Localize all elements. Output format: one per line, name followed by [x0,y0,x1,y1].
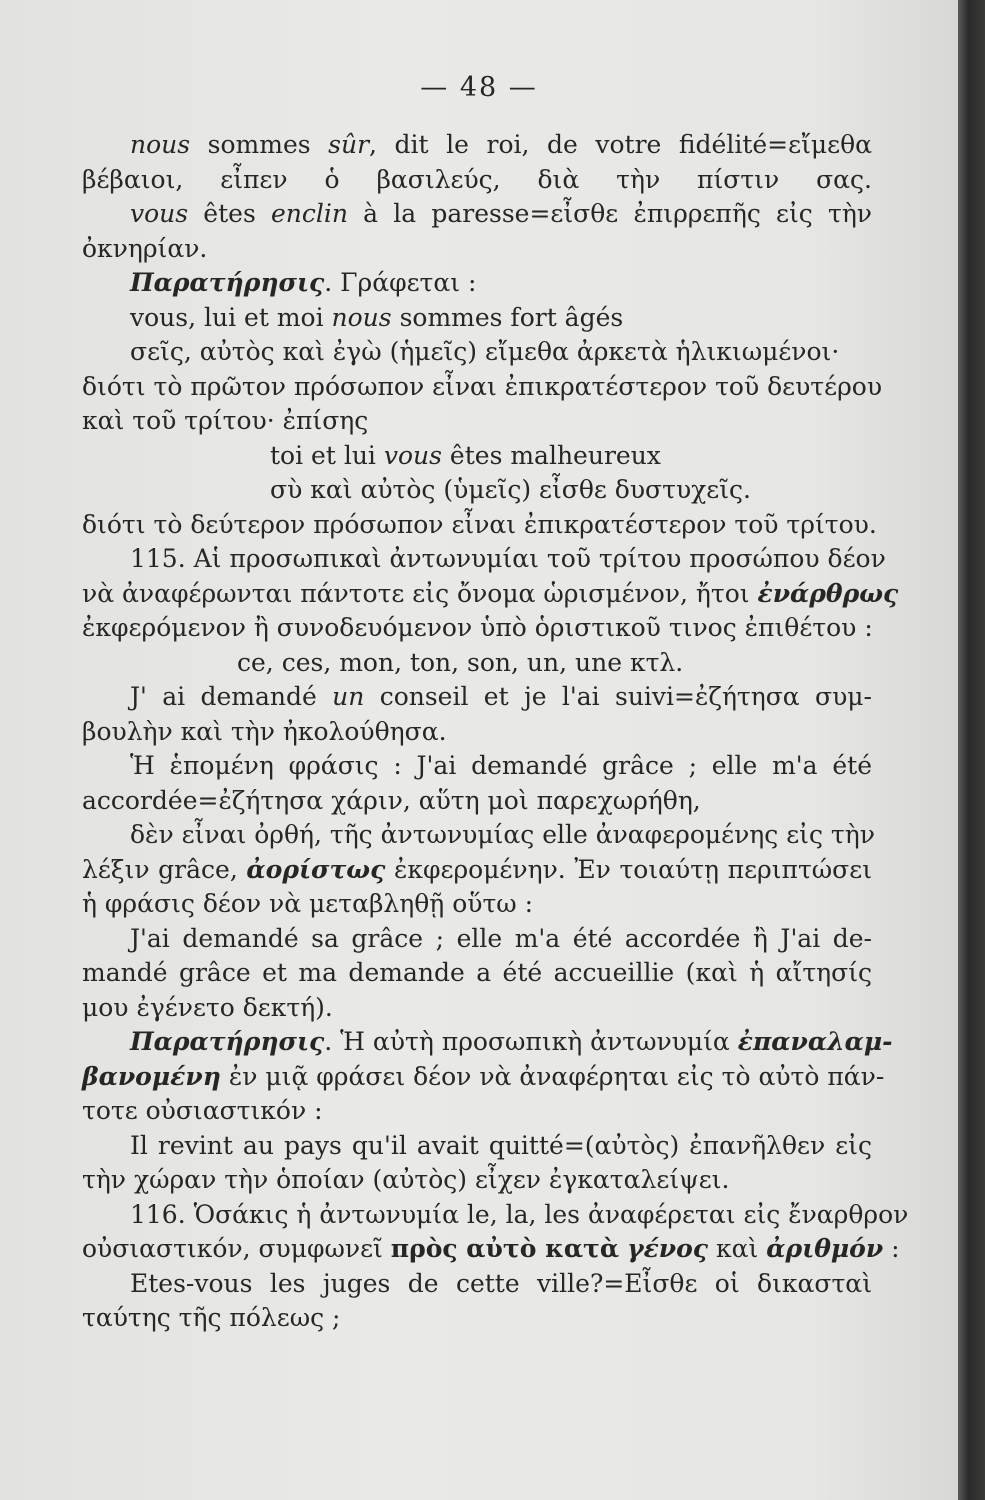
text-line: βέβαιοι, εἶπεν ὁ βασιλεύς, διὰ τὴν πίστιν σας. [82,164,872,194]
text-line: δὲν εἶναι ὀρθή, τῆς ἀντωνυμίας elle ἀναφερομένης εἰς τὴν [130,820,875,849]
text-line: μου ἐγένετο δεκτή). [82,992,333,1022]
text-line: ἡ φράσις δέον νὰ μεταβληθῇ οὕτω : [82,889,534,918]
example-line: Il revint au pays qu'il avait quitté=(αὐτὸς) ἐπανῆλθεν εἰς [130,1130,872,1160]
example-line: ce, ces, mon, ton, son, un, une κτλ. [237,647,684,677]
text-line: λέξιν grâce, ἀορίστως ἐκφερομένην. Ἐν τοιαύτῃ περιπτώσει [82,854,873,884]
text-line: τὴν χώραν τὴν ὁποίαν (αὐτὸς) εἶχεν ἐγκαταλείψει. [82,1165,730,1194]
page-edge-shadow [958,0,985,1500]
example-line: vous, lui et moi nous sommes fort âgés [130,302,624,332]
text-line: J'ai demandé sa grâce ; elle m'a été accordée ἢ J'ai de- [130,923,872,953]
text-line: ὀκνηρίαν. [82,233,208,263]
example-line: Etes-vous les juges de cette ville?=Εἶσθε οἱ δικασταὶ [130,1268,872,1298]
text-line: ἐκφερόμενον ἢ συνοδευόμενον ὑπὸ ὁριστικοῦ τινος ἐπιθέτου : [82,613,873,642]
page-number: — 48 — [420,72,538,103]
text-line: Ἡ ἑπομένη φράσις : J'ai demandé grâce ; elle m'a été [130,751,872,780]
text-line: nous sommes sûr, dit le roi, de votre fidélité=εἴμεθα [130,130,873,159]
text-line: τοτε οὐσιαστικόν : [82,1096,323,1125]
remark-heading: Παρατήρησις. Ἡ αὐτὴ προσωπικὴ ἀντωνυμία ἐπαναλαμ- [130,1027,893,1056]
text-line: διότι τὸ πρῶτον πρόσωπον εἶναι ἐπικρατέστερον τοῦ δευτέρου [82,371,883,401]
text-line: διότι τὸ δεύτερον πρόσωπον εἶναι ἐπικρατέστερον τοῦ τρίτου. [82,509,877,539]
text-line: accordée=ἐζήτησα χάριν, αὕτη μοὶ παρεχωρήθη, [82,785,701,815]
section-115: 115. Αἱ προσωπικαὶ ἀντωνυμίαι τοῦ τρίτου προσώπου δέον [130,544,886,573]
text-line: J' ai demandé un conseil et je l'ai suivi=ἐζήτησα συμ- [130,682,872,711]
text-line: mandé grâce et ma demande a été accueillie (καὶ ἡ αἴτησίς [82,958,872,987]
text-line: νὰ ἀναφέρωνται πάντοτε εἰς ὄνομα ὡρισμένον, ἤτοι ἐνάρθρως [82,578,899,608]
text-line: ταύτης τῆς πόλεως ; [82,1303,341,1332]
text-line: οὐσιαστικόν, συμφωνεῖ πρὸς αὐτὸ κατὰ γένος καὶ ἀριθμόν : [82,1234,900,1263]
page-body [82,128,909,1336]
text-line: βανομένη ἐν μιᾷ φράσει δέον νὰ ἀναφέρηται εἰς τὸ αὐτὸ πάν- [82,1061,885,1091]
text-line: καὶ τοῦ τρίτου· ἐπίσης [82,406,369,435]
text-line: vous êtes enclin à la paresse=εἶσθε ἐπιρρεπῆς εἰς τὴν [130,199,872,228]
remark-heading: Παρατήρησις. Γράφεται : [130,268,477,297]
text-line: σεῖς, αὐτὸς καὶ ἐγὼ (ἡμεῖς) εἴμεθα ἀρκετὰ ἡλικιωμένοι· [130,337,840,366]
section-116: 116. Ὁσάκις ἡ ἀντωνυμία le, la, les ἀναφέρεται εἰς ἔναρθρον [130,1199,909,1229]
example-line: σὺ καὶ αὐτὸς (ὑμεῖς) εἶσθε δυστυχεῖς. [270,475,751,504]
example-line: toi et lui vous êtes malheureux [270,440,661,470]
text-line: βουλὴν καὶ τὴν ἠκολούθησα. [82,716,447,746]
